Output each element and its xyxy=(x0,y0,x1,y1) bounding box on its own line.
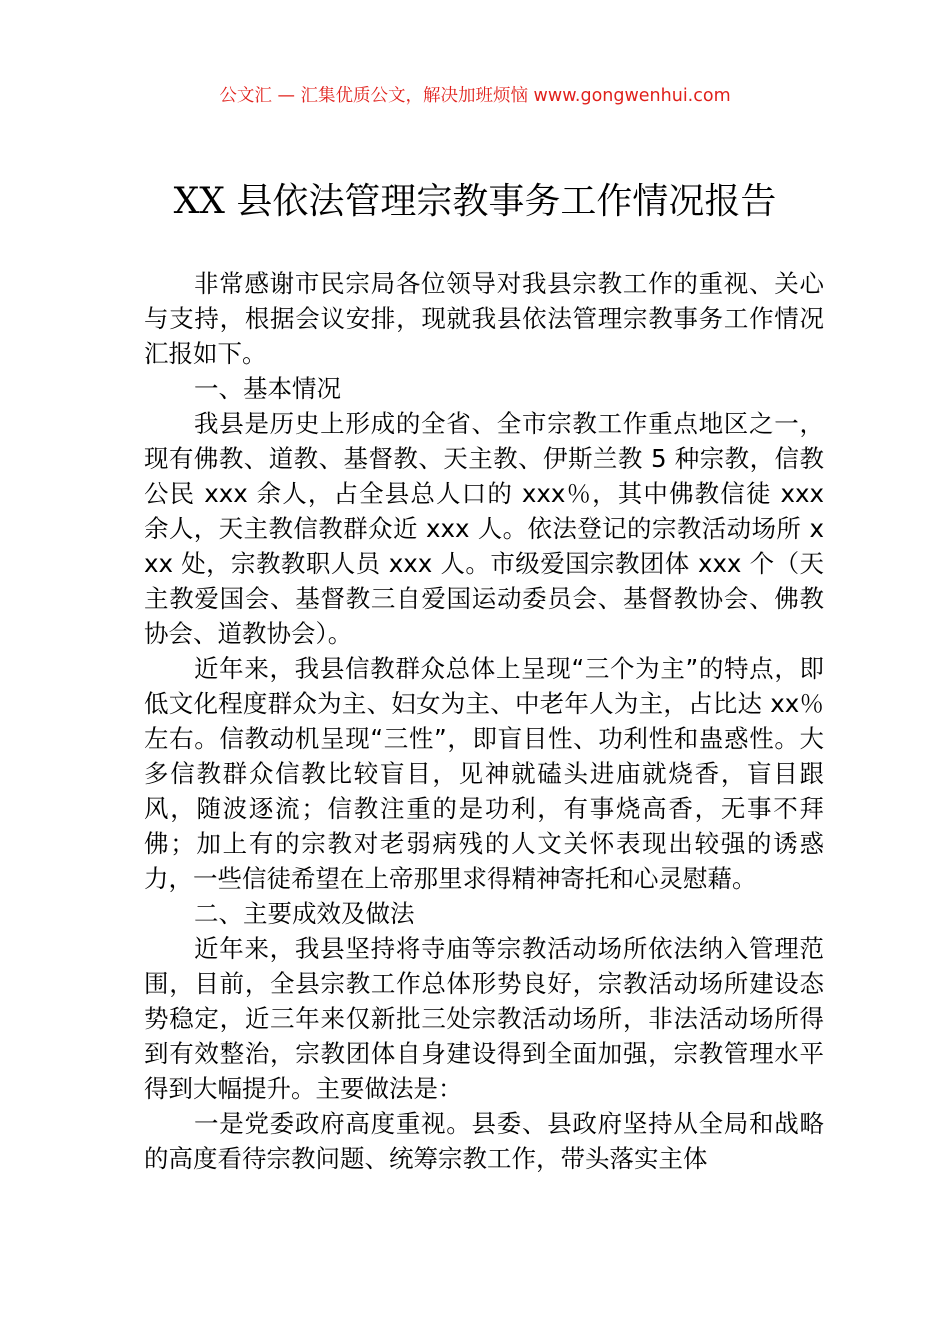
paragraph-religions-overview: 我县是历史上形成的全省、全市宗教工作重点地区之一，现有佛教、道教、基督教、天主教、伊斯兰教 5 种宗教，信教公民 xxx 余人，占全县总人口的 xxx％，其中佛教信徒 xxx 余人，天主教信教群众近 xxx 人。依法登记的宗教活动场所 xxx 处，宗教教职人员 xxx 人。市级爱国宗教团体 xxx 个（天主教爱国会、基督教三自爱国运动委员会、基督教协会、佛教协会、道教协会）。 xyxy=(144,409,824,648)
document-title: XX 县依法管理宗教事务工作情况报告 xyxy=(173,181,777,222)
section-heading-basic-situation: 一、基本情况 xyxy=(194,374,341,403)
paragraph-believer-characteristics: 近年来，我县信教群众总体上呈现“三个为主”的特点，即低文化程度群众为主、妇女为主、中老年人为主，占比达 xx％左右。信教动机呈现“三性”，即盲目性、功利性和蛊惑性。大多信教群众信教比较盲目，见神就磕头进庙就烧香，盲目跟风，随波逐流；信教注重的是功利，有事烧高香，无事不拜佛；加上有的宗教对老弱病残的人文关怀表现出较强的诱惑力，一些信徒希望在上帝那里求得精神寄托和心灵慰藉。 xyxy=(144,654,824,893)
paragraph-party-attention: 一是党委政府高度重视。县委、县政府坚持从全局和战略的高度看待宗教问题、统筹宗教工作，带头落实主体 xyxy=(144,1109,824,1173)
section-heading-achievements: 二、主要成效及做法 xyxy=(194,899,415,928)
paragraph-achievements-overview: 近年来，我县坚持将寺庙等宗教活动场所依法纳入管理范围，目前，全县宗教工作总体形势良好，宗教活动场所建设态势稳定，近三年来仅新批三处宗教活动场所，非法活动场所得到有效整治，宗教团体自身建设得到全面加强，宗教管理水平得到大幅提升。主要做法是： xyxy=(144,934,824,1103)
intro-paragraph: 非常感谢市民宗局各位领导对我县宗教工作的重视、关心与支持，根据会议安排，现就我县依法管理宗教事务工作情况汇报如下。 xyxy=(144,269,824,368)
site-banner: 公文汇 — 汇集优质公文，解决加班烦恼 www.gongwenhui.com xyxy=(219,86,731,106)
document-body xyxy=(144,266,824,1176)
